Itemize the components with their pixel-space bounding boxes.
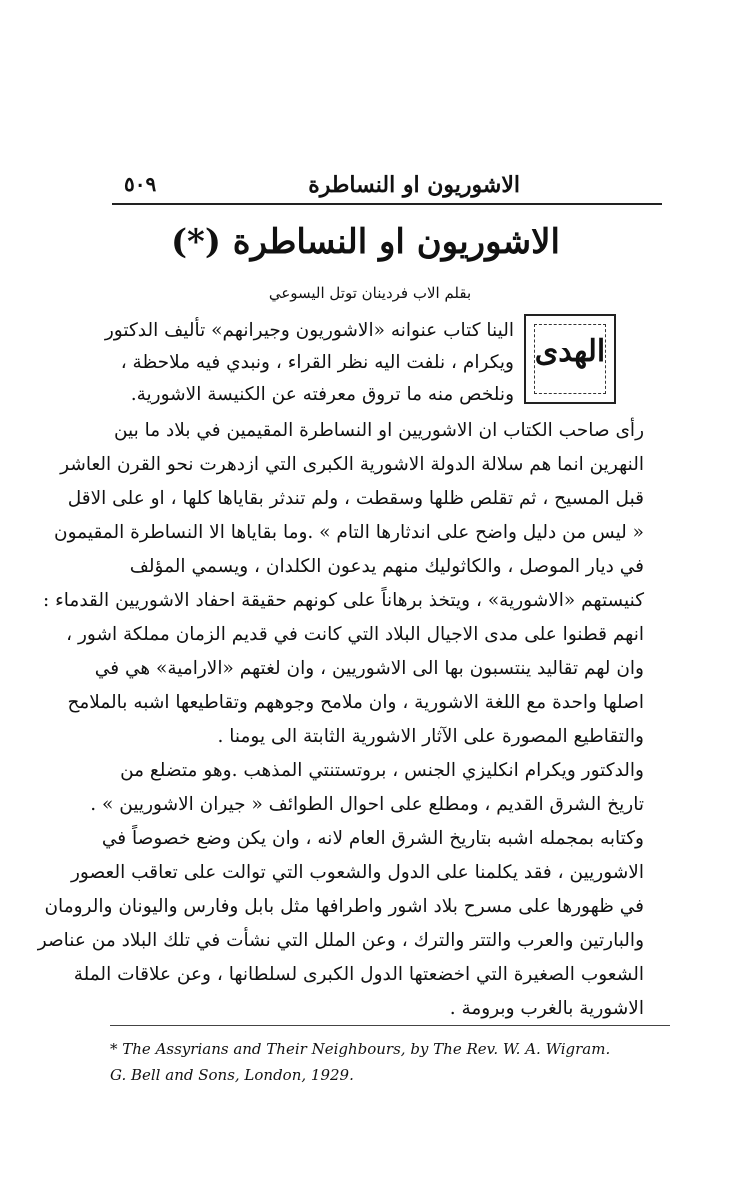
footnote-line-2: G. Bell and Sons, London, 1929. [110, 1066, 354, 1084]
text-line: قبل المسيح ، ثم تقلص ظلها وسقطت ، ولم تندثر بقاياها كلها ، او على الاقل [67, 488, 644, 509]
running-title: الاشوريون او النساطرة [308, 172, 520, 198]
text-line: ويكرام ، نلفت اليه نظر القراء ، ونبدي فيه ملاحظة ، [120, 352, 514, 373]
running-header [100, 168, 660, 208]
text-line: والبارتين والعرب والتتر والترك ، وعن الملل التي نشأت في تلك البلاد من عناصر [37, 930, 644, 951]
text-line: النهرين انما هم سلالة الدولة الاشورية الكبرى التي ازدهرت نحو القرن العاشر [60, 454, 644, 475]
text-line: الشعوب الصغيرة التي اخضعتها الدول الكبرى لسلطانها ، وعن علاقات الملة [73, 964, 644, 985]
text-line: رأى صاحب الكتاب ان الاشوريين او النساطرة المقيمين في بلاد ما بين [113, 420, 644, 441]
text-line: في ديار الموصل ، والكاثوليك منهم يدعون الكلدان ، ويسمي المؤلف [129, 556, 644, 577]
logo-word: الهدى [534, 334, 606, 369]
article-byline: بقلم الاب فردينان توتل اليسوعي [268, 284, 472, 302]
article-title: الاشوريون او النساطرة (*) [170, 222, 560, 262]
footnote-line-1: * The Assyrians and Their Neighbours, by The Rev. W. A. Wigram. [110, 1040, 611, 1058]
text-line: والتقاطيع المصورة على الآثار الاشورية الثابتة الى يومنا . [217, 726, 644, 747]
text-line: تاريخ الشرق القديم ، ومطلع على احوال الطوائف « جيران الاشوريين » . [90, 794, 644, 815]
text-line: كنيستهم «الاشورية» ، ويتخذ برهاناً على كونهم حقيقة احفاد الاشوريين القدماء : [42, 590, 644, 611]
text-line: في ظهورها على مسرح بلاد اشور واطرافها مثل بابل وفارس واليونان والرومان [44, 896, 644, 917]
text-line: انهم قطنوا على مدى الاجيال البلاد التي كانت في قديم الزمان مملكة اشور ، [66, 624, 644, 645]
magazine-logo [524, 314, 616, 404]
text-line: « ليس من دليل واضح على اندثارها التام » .وما بقاياها الا النساطرة المقيمون [54, 522, 644, 543]
header-rule [112, 203, 662, 205]
text-line: الينا كتاب عنوانه «الاشوريون وجيرانهم» تأليف الدكتور [104, 320, 514, 341]
page-number: ٥٠٩ [124, 172, 157, 196]
text-line: ونلخص منه ما تروق معرفته عن الكنيسة الاشورية. [130, 384, 514, 405]
text-line: وكتابه بمجمله اشبه بتاريخ الشرق العام لانه ، وان يكن وضع خصوصاً في [101, 828, 644, 849]
text-line: اصلها واحدة مع اللغة الاشورية ، وان ملامح وجوههم وتقاطيعها اشبه بالملامح [67, 692, 644, 713]
text-line: والدكتور ويكرام انكليزي الجنس ، بروتستنتي المذهب .وهو متضلع من [120, 760, 644, 781]
text-line: الاشورية بالغرب وبرومة . [449, 998, 644, 1019]
text-line: وان لهم تقاليد ينتسبون بها الى الاشوريين ، وان لغتهم «الارامية» هي في [94, 658, 644, 679]
footnote-rule [110, 1025, 670, 1026]
text-line: الاشوريين ، فقد يكلمنا على الدول والشعوب التي توالت على تعاقب العصور [71, 862, 644, 883]
